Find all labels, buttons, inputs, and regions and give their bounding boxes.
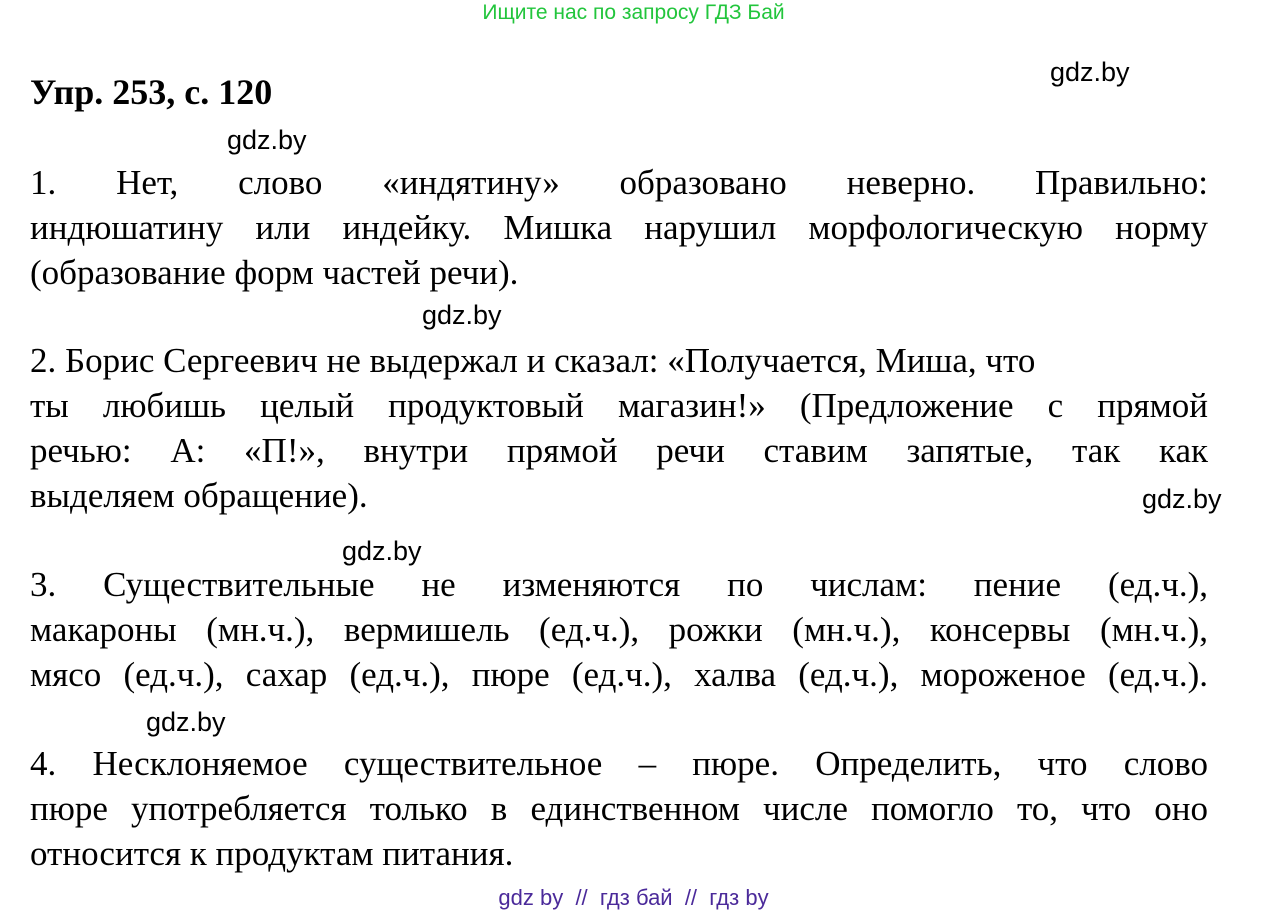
exercise-title: Упр. 253, с. 120 — [30, 72, 273, 112]
answer-paragraph-3 — [30, 562, 1208, 697]
answer-paragraph-2 — [30, 338, 1208, 518]
search-hint-banner: Ищите нас по запросу ГДЗ Бай — [482, 1, 785, 24]
answer-line: 3. Существительные не изменяются по числам: пение (ед.ч.), — [30, 565, 1208, 604]
watermark: gdz.by — [146, 707, 226, 737]
answer-line: мясо (ед.ч.), сахар (ед.ч.), пюре (ед.ч.), халва (ед.ч.), мороженое (ед.ч.). — [30, 655, 1208, 694]
watermark: gdz.by — [1050, 57, 1130, 87]
answer-paragraph-4 — [30, 741, 1208, 876]
answer-line: выделяем обращение). — [30, 476, 368, 515]
watermark: gdz.by — [342, 536, 422, 566]
answer-line: индюшатину или индейку. Мишка нарушил морфологическую норму — [30, 208, 1208, 247]
watermark: gdz.by — [1142, 484, 1222, 514]
answer-line: ты любишь целый продуктовый магазин!» (Предложение с прямой — [30, 386, 1208, 425]
answer-paragraph-1 — [30, 160, 1208, 295]
watermark: gdz.by — [227, 125, 307, 155]
answer-line: 1. Нет, слово «индятину» образовано неверно. Правильно: — [30, 163, 1208, 202]
answer-line: пюре употребляется только в единственном числе помогло то, что оно — [30, 789, 1208, 828]
answer-line: (образование форм частей речи). — [30, 253, 519, 292]
answer-line: речью: А: «П!», внутри прямой речи ставим запятые, так как — [30, 431, 1208, 470]
footer-watermark: gdz by // гдз бай // гдз by — [498, 885, 769, 910]
answer-line: 4. Несклоняемое существительное – пюре. Определить, что слово — [30, 744, 1208, 783]
watermark: gdz.by — [422, 300, 502, 330]
answer-line: макароны (мн.ч.), вермишель (ед.ч.), рожки (мн.ч.), консервы (мн.ч.), — [30, 610, 1208, 649]
answer-line: относится к продуктам питания. — [30, 834, 514, 873]
answer-line: 2. Борис Сергеевич не выдержал и сказал: «Получается, Миша, что — [30, 341, 1036, 380]
